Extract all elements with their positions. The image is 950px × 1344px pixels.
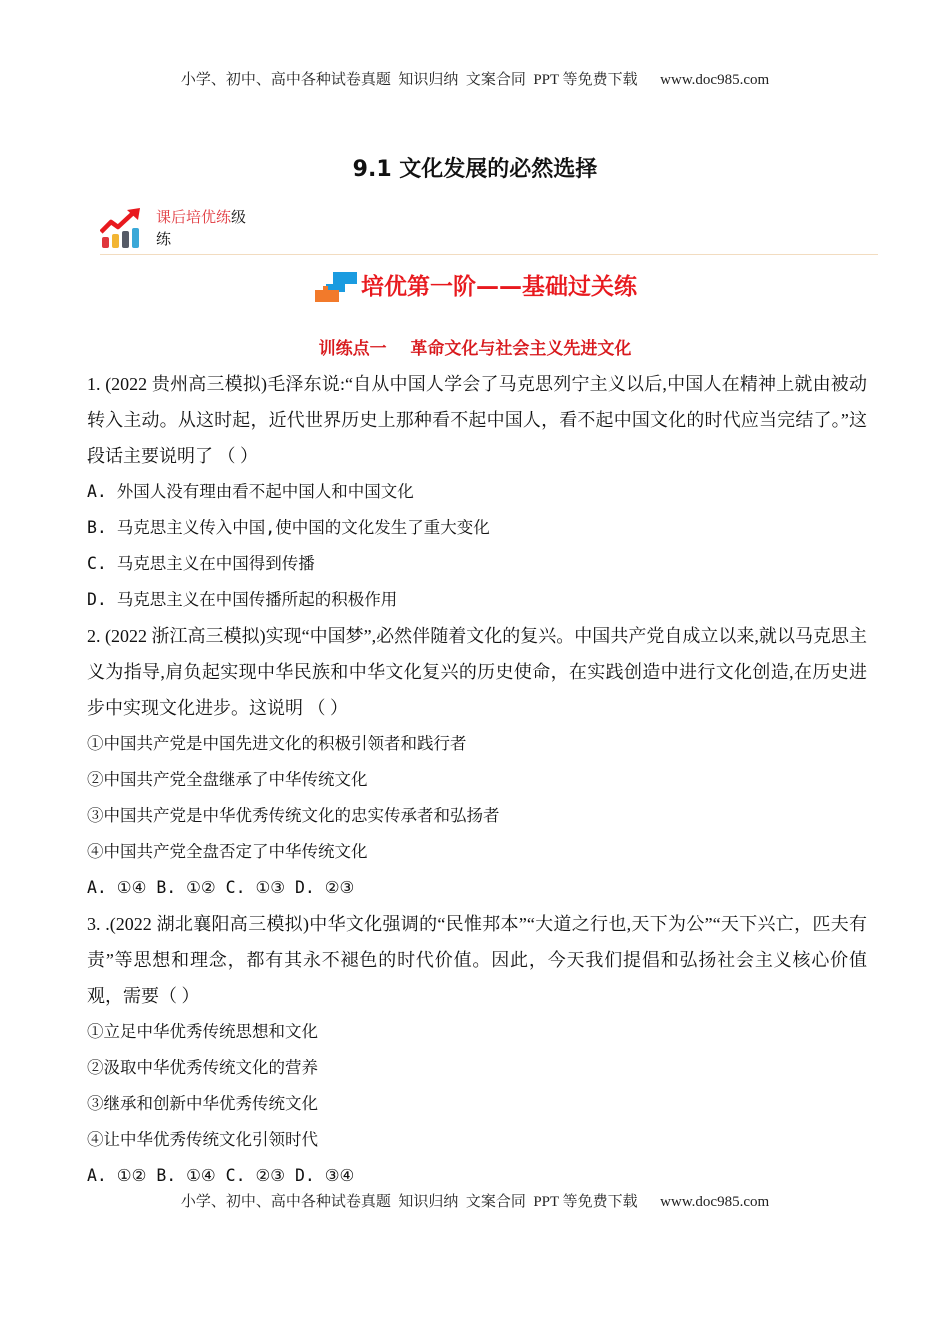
- badge-label-black: 级: [231, 208, 247, 226]
- badge-label-red: 课后培优练: [156, 208, 232, 226]
- question-2: [87, 618, 867, 906]
- option-a: A. 外国人没有理由看不起中国人和中国文化: [87, 482, 414, 501]
- badge-label: [156, 206, 266, 250]
- document-title: 9.1 文化发展的必然选择: [352, 157, 598, 182]
- page-header: 小学、初中、高中各种试卷真题 知识归纳 文案合同 PPT 等免费下载 www.doc985.com: [180, 72, 770, 88]
- section-badge: [100, 206, 266, 250]
- question-1: [87, 366, 867, 618]
- statement-3: ③中国共产党是中华优秀传统文化的忠实传承者和弘扬者: [87, 806, 500, 825]
- section-divider: [100, 254, 878, 255]
- answer-choices: A. ①④ B. ①② C. ①③ D. ②③: [87, 878, 355, 897]
- question-stem: 2. (2022 浙江高三模拟)实现“中国梦”,必然伴随着文化的复兴。中国共产党自成立以来,就以马克思主义为指导,肩负起实现中华民族和中华文化复兴的历史使命，在实践创造中进行文化创造,在历史进步中实现文化进步。这说明 （ ）: [87, 626, 867, 718]
- badge-label-second-line: 练: [156, 230, 172, 248]
- growth-chart-icon: [100, 206, 144, 250]
- statement-2: ②汲取中华优秀传统文化的营养: [87, 1058, 318, 1077]
- statement-1: ①中国共产党是中国先进文化的积极引领者和践行者: [87, 734, 467, 753]
- level-title: 培优第一阶——基础过关练: [361, 274, 637, 300]
- steps-icon: [313, 270, 359, 304]
- answer-choices: A. ①② B. ①④ C. ②③ D. ③④: [87, 1166, 355, 1185]
- option-d: D. 马克思主义在中国传播所起的积极作用: [87, 590, 398, 609]
- statement-4: ④让中华优秀传统文化引领时代: [87, 1130, 318, 1149]
- question-3: [87, 906, 867, 1194]
- question-stem: 3. .(2022 湖北襄阳高三模拟)中华文化强调的“民惟邦本”“大道之行也,天下为公”“天下兴亡，匹夫有责”等思想和理念，都有其永不褪色的时代价值。因此，今天我们提倡和弘扬社会主义核心价值观，需要（ ）: [87, 914, 867, 1006]
- page-footer: 小学、初中、高中各种试卷真题 知识归纳 文案合同 PPT 等免费下载 www.doc985.com: [180, 1194, 770, 1210]
- training-point-heading: 训练点一 革命文化与社会主义先进文化: [318, 339, 632, 359]
- statement-4: ④中国共产党全盘否定了中华传统文化: [87, 842, 368, 861]
- question-stem: 1. (2022 贵州高三模拟)毛泽东说:“自从中国人学会了马克思列宁主义以后,中国人在精神上就由被动转入主动。从这时起，近代世界历史上那种看不起中国人，看不起中国文化的时代应当完结了。”这段话主要说明了 （ ）: [87, 374, 867, 466]
- question-list: [87, 366, 867, 1194]
- statement-2: ②中国共产党全盘继承了中华传统文化: [87, 770, 368, 789]
- statement-1: ①立足中华优秀传统思想和文化: [87, 1022, 318, 1041]
- statement-3: ③继承和创新中华优秀传统文化: [87, 1094, 318, 1113]
- level-heading: [0, 270, 950, 304]
- option-c: C. 马克思主义在中国得到传播: [87, 554, 315, 573]
- option-b: B. 马克思主义传入中国,使中国的文化发生了重大变化: [87, 518, 490, 537]
